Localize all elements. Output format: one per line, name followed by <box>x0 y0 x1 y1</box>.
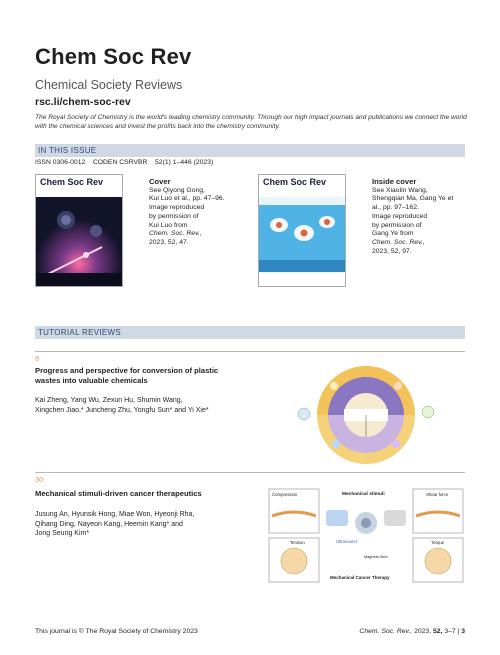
cover-image[interactable] <box>35 174 123 287</box>
fig-label-therapy: Mechanical Cancer Therapy <box>330 575 390 580</box>
inside-cover-line: Image reproduced <box>372 212 428 220</box>
cover-heading: Cover <box>149 177 171 186</box>
cover-line: Kui Luo et al., pp. 47–96. <box>149 195 225 203</box>
inside-cover-line: Gang Ye from <box>372 230 414 238</box>
coden: CODEN CSRVBR <box>92 159 148 166</box>
svg-text:Chem Soc Rev: Chem Soc Rev <box>40 177 104 187</box>
footer-year: 2023, <box>414 628 432 635</box>
article-page-number: 30 <box>35 475 44 484</box>
cover-art <box>36 175 122 286</box>
footer-separator: | <box>457 628 460 635</box>
article-graphic <box>268 488 464 585</box>
article-title[interactable] <box>35 489 255 499</box>
fig-label-mechanical-stimuli: Mechanical stimuli <box>342 492 385 497</box>
journal-description: The Royal Society of Chemistry is the world's leading chemistry community. Through our high impact journals and publications we connect the world with the chemical sciences and invest the profits back into the chemistry community. <box>35 114 467 130</box>
cover-line: by permission of <box>149 212 199 220</box>
article-authors-line: Jusung An, Hyunsik Hong, Miae Won, Hyeonji Rha, <box>35 511 195 518</box>
article-page-number: 8 <box>35 354 40 363</box>
tutorial-reviews-heading: TUTORIAL REVIEWS <box>38 328 122 337</box>
divider <box>35 472 465 473</box>
inside-cover-line: Shengqian Ma, Gang Ye et <box>372 195 454 203</box>
inside-cover-line: See Xiaolin Wang, <box>372 186 428 194</box>
article-title-line: Mechanical stimuli-driven cancer therapeutics <box>35 489 202 498</box>
inside-cover-line: al., pp. 97–162. <box>372 204 419 212</box>
article-authors-line: Xingchen Jiao,* Juncheng Zhu, Yongfu Sun* and Yi Xie* <box>35 406 209 414</box>
article-title[interactable] <box>35 366 255 386</box>
footer-journal: Chem. Soc. Rev., <box>359 628 413 635</box>
article-title-line: Progress and perspective for conversion of plastic <box>35 366 219 375</box>
inside-cover-line: by permission of <box>372 221 422 229</box>
tutorial-reviews-bar <box>35 326 465 339</box>
article-authors <box>35 510 260 539</box>
article-title-line: wastes into valuable chemicals <box>35 376 148 385</box>
volume-info: 52(1) 1–446 (2023) <box>155 159 214 166</box>
article-authors-line: Kai Zheng, Yang Wu, Zexun Hu, Shumin Wang, <box>35 397 183 404</box>
footer-pages: 3–7 <box>444 628 456 635</box>
inside-cover-info <box>372 178 460 256</box>
fig-label-ultrasound: Ultrasound <box>336 539 357 544</box>
article-authors-line: Jong Seung Kim* <box>35 530 90 538</box>
fig-label-magnetic-field: Magnetic field <box>364 555 388 559</box>
cover-line: See Qiyong Gong, <box>149 186 205 194</box>
journal-subtitle: Chemical Society Reviews <box>35 78 183 92</box>
cover-line: Image reproduced <box>149 204 205 212</box>
fig-label-shear-force: Shear force <box>426 492 449 497</box>
article-authors <box>35 396 260 415</box>
cover-info <box>149 178 227 248</box>
inside-cover-image[interactable] <box>258 174 346 287</box>
inside-cover-heading: Inside cover <box>372 177 417 186</box>
footer-page-number: 3 <box>461 628 465 635</box>
issn-line <box>35 159 213 166</box>
footer-copyright: This journal is © The Royal Society of Chemistry 2023 <box>35 628 198 635</box>
inside-cover-art <box>259 175 345 286</box>
svg-text:Chem Soc Rev: Chem Soc Rev <box>263 177 327 187</box>
fig-label-tension: Tension <box>290 540 305 545</box>
footer-volume: 52, <box>432 628 443 635</box>
in-this-issue-bar <box>35 144 465 157</box>
in-this-issue-heading: IN THIS ISSUE <box>38 146 97 155</box>
cover-cite-journal: Chem. Soc. Rev., <box>149 230 202 238</box>
cover-line: Kui Luo from <box>149 221 188 229</box>
inside-cover-cite-journal: Chem. Soc. Rev., <box>372 238 425 246</box>
fig-label-torque: Torque <box>431 540 445 545</box>
footer-citation <box>359 628 465 635</box>
journal-title: Chem Soc Rev <box>35 44 192 69</box>
inside-cover-cite: 2023, 52, 97. <box>372 247 412 255</box>
divider <box>35 351 465 352</box>
journal-url[interactable]: rsc.li/chem-soc-rev <box>35 96 131 108</box>
issn: ISSN 0306-0012 <box>35 159 86 166</box>
fig-label-compression: Compression <box>272 492 298 497</box>
article-graphic <box>296 364 436 466</box>
cover-cite: 2023, 52, 47. <box>149 238 189 246</box>
article-authors-line: Qihang Ding, Nayeon Kang, Heemin Kang* and <box>35 520 183 528</box>
